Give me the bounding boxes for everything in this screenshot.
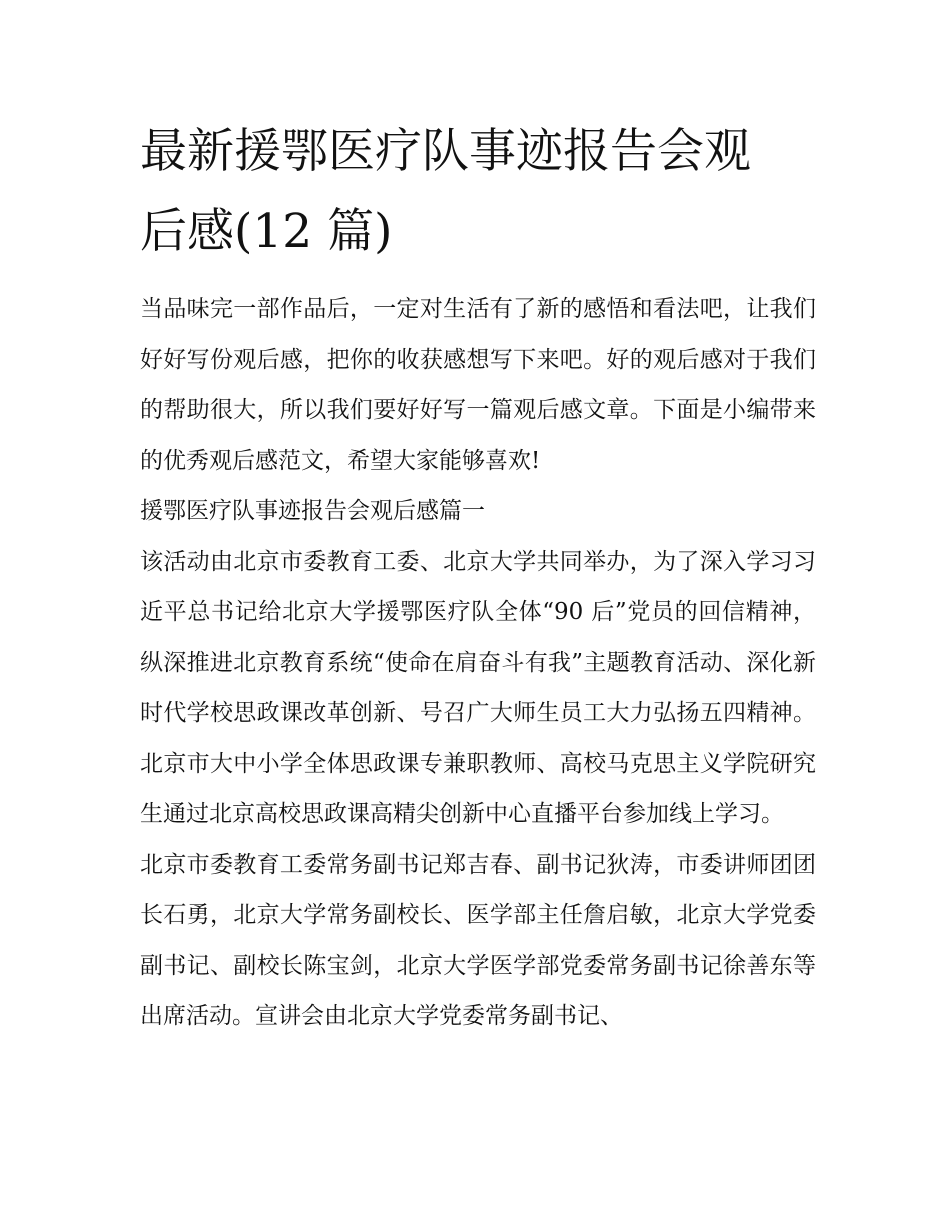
body-paragraph-1: 该活动由北京市委教育工委、北京大学共同举办，为了深入学习习近平总书记给北京大学援鄂医疗队全体“90 后”党员的回信精神，纵深推进北京教育系统“使命在肩奋斗有我”主题教育活动、深化新时代学校思政课改革创新、号召广大师生员工大力弘扬五四精神。北京市大中小学全体思政课专兼职教师、高校马克思主义学院研究生通过北京高校思政课高精尖创新中心直播平台参加线上学习。 (140, 548, 816, 827)
intro-paragraph: 当品味完一部作品后，一定对生活有了新的感悟和看法吧，让我们好好写份观后感，把你的收获感想写下来吧。好的观后感对于我们的帮助很大，所以我们要好好写一篇观后感文章。下面是小编带来的优秀观后感范文，希望大家能够喜欢! (140, 296, 816, 474)
document-title-line-2: 后感(12 篇) (140, 204, 393, 259)
body-paragraph-2: 北京市委教育工委常务副书记郑吉春、副书记狄涛，市委讲师团团长石勇，北京大学常务副校长、医学部主任詹启敏，北京大学党委副书记、副校长陈宝剑，北京大学医学部党委常务副书记徐善东等出席活动。宣讲会由北京大学党委常务副书记、 (140, 851, 816, 1029)
document-title-line-1: 最新援鄂医疗队事迹报告会观 (140, 124, 751, 179)
section-heading: 援鄂医疗队事迹报告会观后感篇一 (140, 498, 485, 524)
document-title (140, 112, 816, 272)
document-content (140, 112, 816, 1042)
